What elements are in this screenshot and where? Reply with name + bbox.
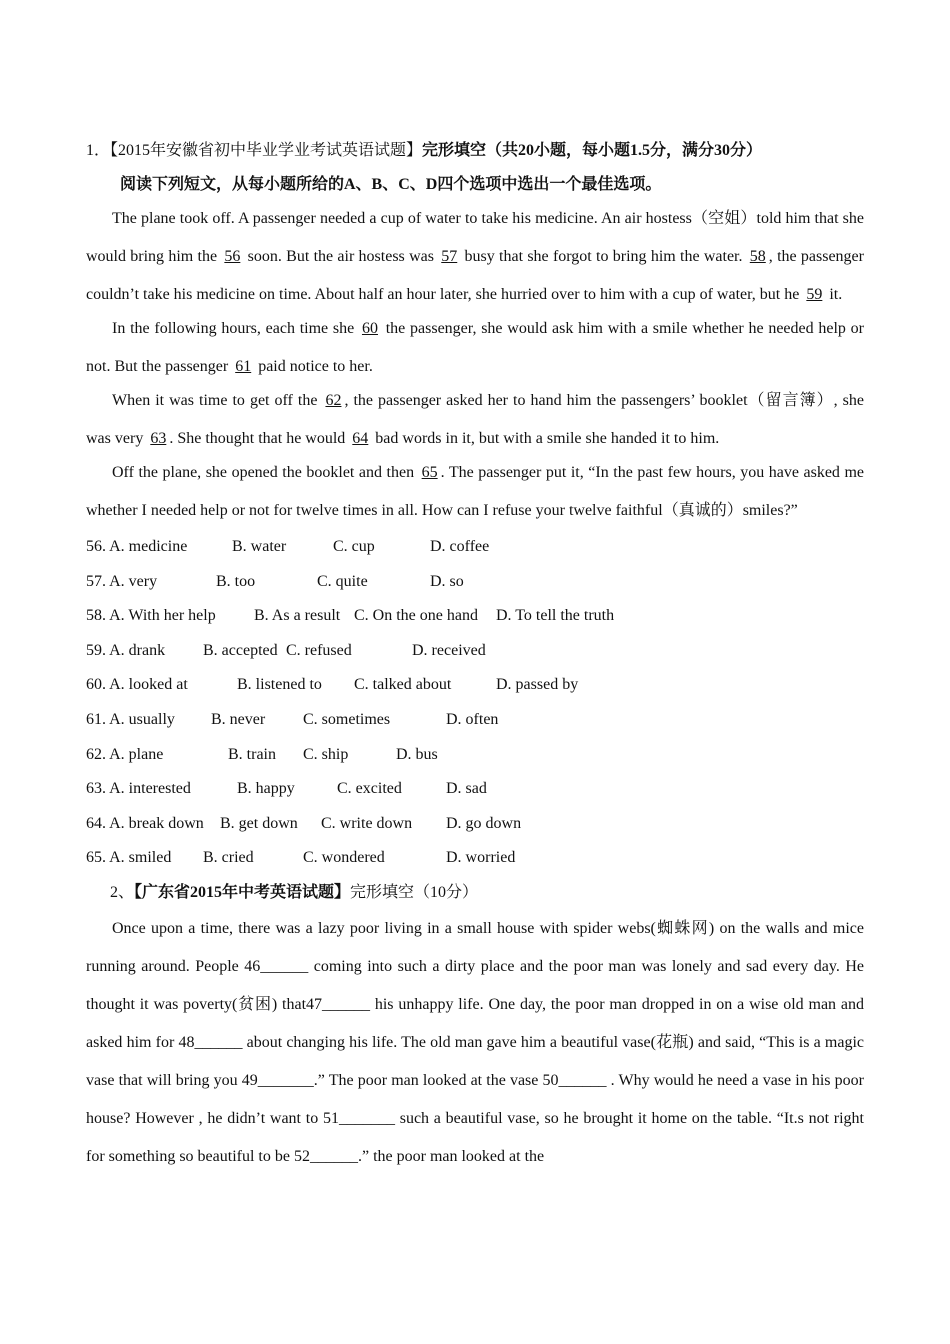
option-row-61: 61. A. usually B. never C. sometimes D. often	[86, 710, 499, 728]
question-1-header	[86, 138, 864, 164]
document-page	[86, 138, 864, 1176]
option-row-60: 60. A. looked at B. listened to C. talked about D. passed by	[86, 676, 579, 694]
blank-56: 56	[224, 248, 241, 265]
option-row-65: 65. A. smiled B. cried C. wondered D. worried	[86, 849, 516, 867]
passage-paragraph-1: The plane took off. A passenger needed a cup of water to take his medicine. An air hostess（空姐）told him that she would bring him the 56 soon. But the air hostess was 57 busy that she forgot to bring him the water. 58 , the passenger couldn’t take his medicine on time. About half an hour later, she hurried over to him with a cup of water, but he 59 it.	[86, 210, 864, 303]
question-title: 完形填空（10分）	[350, 883, 479, 901]
options-list	[86, 530, 864, 876]
option-row-58: 58. A. With her help B. As a result C. On the one hand D. To tell the truth	[86, 607, 615, 625]
question-title: 完形填空（共20小题，每小题1.5分，满分30分）	[422, 142, 763, 159]
blank-63: 63	[150, 430, 167, 447]
option-row-63: 63. A. interested B. happy C. excited D. sad	[86, 780, 487, 798]
blank-64: 64	[352, 430, 369, 447]
blank-59: 59	[806, 286, 823, 303]
option-row-62: 62. A. plane B. train C. ship D. bus	[86, 745, 438, 763]
question-source: 【广东省2015年中考英语试题】	[134, 883, 351, 901]
option-row-57: 57. A. very B. too C. quite D. so	[86, 572, 464, 590]
blank-65: 65	[421, 464, 438, 481]
passage-paragraph-2: In the following hours, each time she 60 the passenger, she would ask him with a smile whether he needed help or not. But the passenger 61 paid notice to her.	[86, 320, 865, 375]
instruction: 阅读下列短文，从每小题所给的A、B、C、D四个选项中选出一个最佳选项。	[120, 176, 662, 193]
question-2-header	[86, 876, 864, 910]
blank-57: 57	[441, 248, 458, 265]
question-number: 2、	[110, 883, 135, 901]
option-row-59: 59. A. drank B. accepted C. refused D. received	[86, 641, 486, 659]
passage-paragraph-3: When it was time to get off the 62 , the passenger asked her to hand him the passengers’ booklet（留言簿）, she was very 63 . She thought that he would 64 bad words in it, but with a smile she handed it to him.	[86, 392, 864, 447]
question-number: 1．	[86, 142, 111, 159]
option-row-64: 64. A. break down B. get down C. write down D. go down	[86, 814, 522, 832]
blank-60: 60	[361, 320, 378, 337]
blank-58: 58	[749, 248, 766, 265]
passage-2-text: Once upon a time, there was a lazy poor living in a small house with spider webs(蜘蛛网) on the walls and mice running around. People 46______ coming into such a dirty place and the poor man was lonely and sad every day. He thought it was poverty(贫困) that47______ his unhappy life. One day, the poor man dropped in on a wise old man and asked him for 48______ about changing his life. The old man gave him a beautiful vase(花瓶) and said, “This is a magic vase that will bring you 49_______.” The poor man looked at the vase 50______ . Why would he need a vase in his poor house? However , he didn’t want to 51_______ such a beautiful vase, so he brought it home on the table. “It.s not right for something so beautiful to be 52______.” the poor man looked at the	[86, 919, 864, 1165]
option-row-56: 56. A. medicine B. water C. cup D. coffee	[86, 538, 490, 555]
blank-62: 62	[325, 392, 342, 409]
blank-61: 61	[235, 358, 252, 375]
passage-paragraph-4: Off the plane, she opened the booklet and then 65 . The passenger put it, “In the past few hours, you have asked me whether I needed help or not for twelve times in all. How can I refuse your twelve faithful（真诚的）smiles?”	[86, 464, 864, 519]
question-source: 【2015年安徽省初中毕业学业考试英语试题】	[110, 142, 423, 159]
